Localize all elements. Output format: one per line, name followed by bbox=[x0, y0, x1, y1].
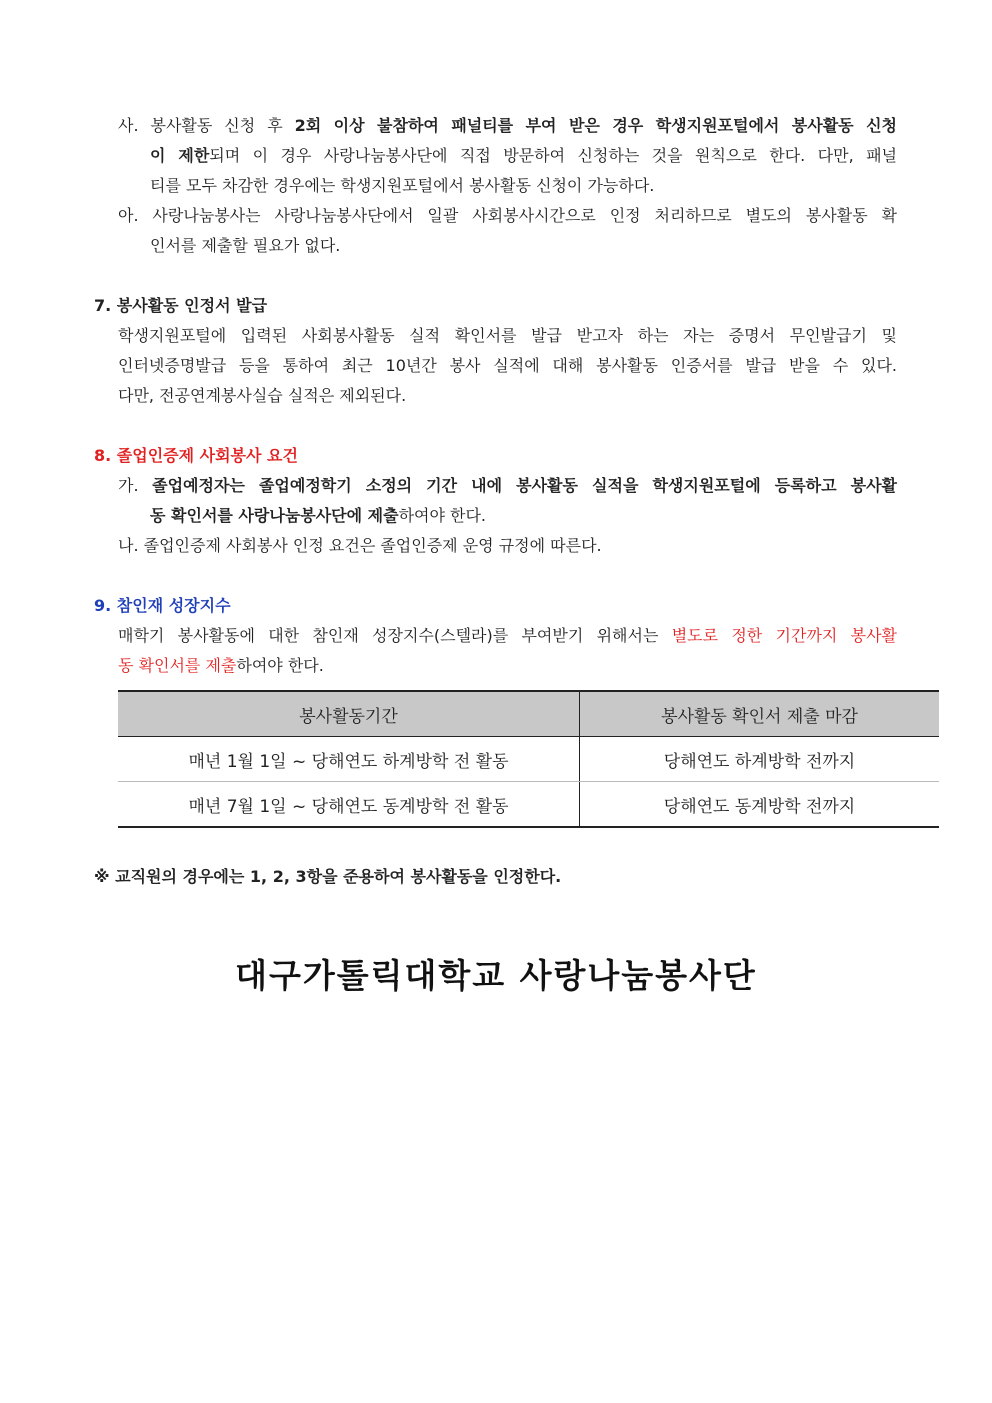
item-ga-line1 bbox=[118, 471, 897, 501]
item-a-line2: 인서를 제출할 필요가 없다. bbox=[150, 236, 341, 255]
item-sa-line2 bbox=[150, 141, 897, 171]
section-9-highlight-end: 동 확인서를 제출 bbox=[118, 656, 237, 675]
table-cell-period: 매년 1월 1일 ~ 당해연도 하계방학 전 활동 bbox=[118, 737, 580, 782]
section-9-text: 매학기 봉사활동에 대한 참인재 성장지수(스텔라)를 부여받기 위해서는 bbox=[118, 626, 672, 645]
item-ga-emphasis-end: 동 확인서를 사랑나눔봉사단에 제출 bbox=[150, 506, 399, 525]
item-ga-line2 bbox=[150, 501, 486, 531]
header-deadline: 봉사활동 확인서 제출 마감 bbox=[580, 691, 940, 737]
table-cell-deadline: 당해연도 동계방학 전까지 bbox=[580, 782, 940, 828]
table-header-row bbox=[118, 691, 939, 737]
organization-footer: 대구가톨릭대학교 사랑나눔봉사단 bbox=[235, 956, 757, 995]
section-7-heading: 7. 봉사활동 인정서 발급 bbox=[94, 296, 268, 315]
item-sa-line3: 티를 모두 차감한 경우에는 학생지원포털에서 봉사활동 신청이 가능하다. bbox=[150, 176, 655, 195]
item-ga-text: 하여야 한다. bbox=[398, 506, 487, 525]
header-period: 봉사활동기간 bbox=[118, 691, 580, 737]
section-7-line2: 인터넷증명발급 등을 통하여 최근 10년간 봉사 실적에 대해 봉사활동 인증서를 발급 받을 수 있다. bbox=[118, 356, 897, 375]
staff-note: ※ 교직원의 경우에는 1, 2, 3항을 준용하여 봉사활동을 인정한다. bbox=[94, 867, 562, 886]
item-ga-emphasis: 졸업예정자는 졸업예정학기 소정의 기간 내에 봉사활동 실적을 학생지원포털에 등록하고 봉사활 bbox=[152, 476, 898, 495]
section-9-text-end: 하여야 한다. bbox=[236, 656, 324, 675]
section-7-line1: 학생지원포털에 입력된 사회봉사활동 실적 확인서를 발급 받고자 하는 자는 증명서 무인발급기 및 bbox=[118, 326, 897, 345]
table-row bbox=[118, 737, 939, 782]
section-9-line2 bbox=[118, 651, 324, 681]
item-ga-label: 가. bbox=[118, 476, 153, 495]
section-8-heading: 8. 졸업인증제 사회봉사 요건 bbox=[94, 446, 298, 465]
table-row bbox=[118, 782, 939, 828]
table-cell-period: 매년 7월 1일 ~ 당해연도 동계방학 전 활동 bbox=[118, 782, 580, 828]
section-7-line3: 다만, 전공연계봉사실습 실적은 제외된다. bbox=[118, 386, 407, 405]
item-sa-line1 bbox=[118, 111, 897, 141]
table-cell-deadline: 당해연도 하계방학 전까지 bbox=[580, 737, 940, 782]
item-sa-emphasis-end: 이 제한 bbox=[150, 146, 210, 165]
section-9-highlight: 별도로 정한 기간까지 봉사활 bbox=[671, 626, 898, 645]
section-9-line1 bbox=[118, 621, 897, 651]
service-deadline-table bbox=[118, 690, 939, 828]
item-na: 나. 졸업인증제 사회봉사 인정 요건은 졸업인증제 운영 규정에 따른다. bbox=[118, 536, 602, 555]
item-sa-text-cont: 되며 이 경우 사랑나눔봉사단에 직접 방문하여 신청하는 것을 원칙으로 한다. 다만, 패널 bbox=[209, 146, 897, 165]
item-sa-text: 사. 봉사활동 신청 후 bbox=[118, 116, 295, 135]
item-a-line1: 아. 사랑나눔봉사는 사랑나눔봉사단에서 일괄 사회봉사시간으로 인정 처리하므로 별도의 봉사활동 확 bbox=[118, 206, 897, 225]
item-sa-emphasis: 2회 이상 불참하여 패널티를 부여 받은 경우 학생지원포털에서 봉사활동 신청 bbox=[294, 116, 897, 135]
section-9-heading: 9. 참인재 성장지수 bbox=[94, 596, 231, 615]
